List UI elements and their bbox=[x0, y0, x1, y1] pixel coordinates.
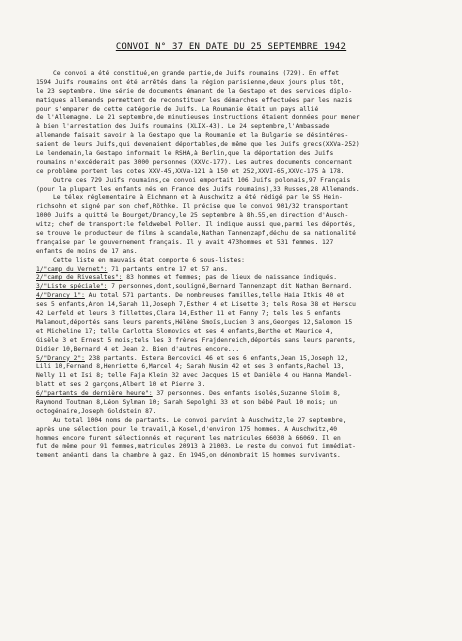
text-line-content: 7 personnes,dont,souligné,Bernard Tannenzapt dit Nathan Bernard. bbox=[107, 283, 353, 291]
text-line bbox=[36, 319, 436, 328]
text-line bbox=[36, 426, 436, 435]
text-line-content: le 23 septembre. Une série de documents émanant de la Gestapo et des services diplo- bbox=[36, 87, 353, 95]
text-line-content: richsohn et signé par son chef,Röthke. Il précise que le convoi 901/32 transportant bbox=[36, 203, 349, 211]
text-line bbox=[36, 381, 436, 390]
text-line bbox=[36, 159, 436, 168]
text-line-content: Ce convoi a été constitué,en grande partie,de Juifs roumains (729). En effet bbox=[53, 70, 339, 77]
text-line bbox=[36, 248, 436, 257]
text-line-content: roumains n'excéderait pas 3000 personnes (XXVc-177). Les autres documents concernant bbox=[36, 158, 353, 166]
text-line-content: 83 hommes et femmes; pas de lieux de naissance indiqués. bbox=[122, 274, 338, 282]
text-line bbox=[36, 355, 436, 364]
text-line-content: (pour la plupart les enfants nés en France des Juifs roumains),33 Russes,28 Allemands. bbox=[36, 185, 360, 193]
text-line bbox=[36, 417, 436, 426]
text-line bbox=[36, 390, 436, 399]
text-line bbox=[36, 283, 436, 292]
text-line-content: 1000 Juifs a quitté le Bourget/Drancy,le 25 septembre à 8h.55,en direction d'Ausch- bbox=[36, 212, 349, 220]
sublist-heading: 3/"Liste spéciale": bbox=[36, 283, 108, 291]
text-line bbox=[36, 88, 436, 97]
text-line bbox=[36, 70, 436, 79]
text-line bbox=[36, 221, 436, 230]
text-line-content: 37 personnes. Des enfants isolés,Suzanne Sloim 8, bbox=[152, 390, 341, 398]
text-line-content: 1594 Juifs roumains ont été arrêtés dans la région parisienne,deux jours plus tôt, bbox=[36, 78, 345, 86]
text-line bbox=[36, 274, 436, 283]
text-line-content: saient de leurs Juifs,qui devenaient déportables,de même que les Juifs grecs(XXVa-252) bbox=[36, 141, 360, 149]
text-line-content: blatt et ses 2 garçons,Albert 10 et Pierre 3. bbox=[36, 381, 206, 389]
text-line-content: de l'Allemagne. Le 21 septembre,de minutieuses instructions étaient données pour mener bbox=[36, 114, 360, 122]
text-line-content: se trouve le producteur de films à scandale,Nathan Tannenzapf,déchu de sa nationalité bbox=[36, 230, 356, 238]
text-line bbox=[36, 212, 436, 221]
text-line bbox=[36, 328, 436, 337]
text-line bbox=[36, 106, 436, 115]
text-line-content: Outre ces 729 Juifs roumains,ce convoi emportait 106 Juifs polonais,97 Français bbox=[53, 176, 351, 184]
text-line bbox=[36, 132, 436, 141]
sublist-heading: 4/"Drancy 1": bbox=[36, 292, 85, 300]
text-line bbox=[36, 346, 436, 355]
text-line-content: matiques allemands permettent de reconstituer les démarches effectuées par les nazis bbox=[36, 96, 353, 104]
text-line-content: Cette liste en mauvais état comporte 6 sous-listes: bbox=[53, 256, 245, 264]
text-line bbox=[36, 301, 436, 310]
text-line bbox=[36, 372, 436, 381]
text-line-content: witz; chef de transport:le feldwebel Poller. Il indique aussi que,parmi les déportés, bbox=[36, 221, 356, 229]
text-line-content: Lili 10,Fernand 8,Henriette 6,Marcel 4; Sarah Nusim 42 et ses 3 enfants,Rachel 13, bbox=[36, 363, 345, 371]
text-line-content: Malamout,déportés sans leurs parents,Hélène Smoïs,Lucien 3 ans,Georges 12,Salomon 15 bbox=[36, 318, 353, 326]
text-line-content: Didier 10,Bernard 4 et Jean 2. Bien d'autres encore... bbox=[36, 345, 240, 353]
text-line-content: 238 partants. Estera Bercovici 46 et ses 6 enfants,Jean 15,Joseph 12, bbox=[84, 354, 349, 362]
sublist-heading: 6/"partants de dernière heure": bbox=[36, 390, 153, 398]
sublist-heading: 5/"Drancy 2": bbox=[36, 354, 85, 362]
sublist-heading: 2/"camp de Rivesaltes": bbox=[36, 274, 123, 282]
text-line-content: ses 5 enfants,Aron 14,Sarah 11,Joseph 7,Esther 4 et Lisette 3; tels Rosa 38 et Herscu bbox=[36, 301, 356, 309]
text-line-content: à bien l'arrestation des Juifs roumains (XLIX-43). Le 24 septembre,l'Ambassade bbox=[36, 123, 330, 131]
text-line bbox=[36, 435, 436, 444]
text-line bbox=[36, 337, 436, 346]
text-line-content: tement anéanti dans la chambre à gaz. En 1945,on dénombrait 15 hommes survivants. bbox=[36, 452, 341, 460]
text-line bbox=[36, 257, 436, 266]
text-line-content: enfants de moins de 17 ans. bbox=[36, 247, 138, 255]
text-line-content: Nelly 11 et Isi 8; telle Faja Klein 32 avec Jacques 15 et Danièle 4 ou Hanna Mandel- bbox=[36, 372, 353, 380]
text-line bbox=[36, 239, 436, 248]
text-line bbox=[36, 194, 436, 203]
sublist-heading: 1/"camp du Vernet": bbox=[36, 265, 108, 273]
text-line bbox=[36, 97, 436, 106]
text-line bbox=[36, 266, 436, 275]
text-line-content: et Micheline 17; telle Carlotta Slomovics et ses 4 enfants,Berthe et Maurice 4, bbox=[36, 327, 334, 335]
text-line-content: après une sélection pour le travail,à Kosel,d'environ 175 hommes. A Auschwitz,40 bbox=[36, 425, 338, 433]
text-line bbox=[36, 292, 436, 301]
text-line bbox=[36, 123, 436, 132]
text-line-content: allemande faisait savoir à la Gestapo que la Roumanie et la Bulgarie se désintéres- bbox=[36, 132, 349, 140]
text-line bbox=[36, 141, 436, 150]
text-line-content: Raymond Toutman 8,Léon Sylman 10; Sarah Sepolghi 33 et son bébé Paul 10 mois; un bbox=[36, 398, 338, 406]
text-line-content: Le télex réglementaire à Eichmann et à Auschwitz a été rédigé par le SS Hein- bbox=[53, 194, 343, 202]
text-line bbox=[36, 310, 436, 319]
text-line bbox=[36, 79, 436, 88]
text-line-content: octogénaire,Joseph Goldstein 87. bbox=[36, 407, 157, 415]
text-line-content: pour s'emparer de cette catégorie de Juifs. La Roumanie était un pays allié bbox=[36, 105, 319, 113]
text-line bbox=[36, 203, 436, 212]
body-text bbox=[36, 70, 436, 461]
text-line-content: 42 Lerfeld et leurs 3 fillettes,Clara 14,Esther 11 et Fanny 7; tels les 5 enfants bbox=[36, 310, 341, 318]
text-line-content: Gisèle 3 et Ernest 5 mois;tels les 3 frères Frajdenreich,déportés sans leurs parents, bbox=[36, 336, 356, 344]
text-line bbox=[36, 114, 436, 123]
text-line-content: Au total 571 partants. De nombreuses familles,telle Haia Itkis 40 et bbox=[84, 292, 345, 300]
text-line-content: fut de même pour 91 femmes,matricules 20913 à 21003. Le reste du convoi fut immédiat- bbox=[36, 443, 356, 451]
text-line bbox=[36, 150, 436, 159]
text-line-content: française par le gouvernement français. Il y avait 473hommes et 531 femmes. 127 bbox=[36, 238, 334, 246]
text-line bbox=[36, 168, 436, 177]
text-line bbox=[36, 408, 436, 417]
text-line-content: Au total 1004 noms de partants. Le convoi parvint à Auschwitz,le 27 septembre, bbox=[53, 416, 347, 424]
text-line bbox=[36, 399, 436, 408]
text-line-content: ce problème portent les cotes XXV-45,XXVa-121 à 150 et 252,XXVI-65,XXVc-175 à 178. bbox=[36, 167, 345, 175]
text-line-content: Le lendemain,la Gestapo informait le RSHA,à Berlin,que la déportation des Juifs bbox=[36, 150, 334, 158]
text-line bbox=[36, 452, 436, 461]
text-line bbox=[36, 443, 436, 452]
text-line-content: 71 partants entre 17 et 57 ans. bbox=[107, 265, 228, 273]
text-line bbox=[36, 177, 436, 186]
text-line bbox=[36, 363, 436, 372]
text-line bbox=[36, 230, 436, 239]
text-line-content: hommes encore furent sélectionnés et reçurent les matricules 66030 à 66069. Il en bbox=[36, 434, 341, 442]
page-title: CONVOI N° 37 EN DATE DU 25 SEPTEMBRE 1942 bbox=[115, 42, 347, 52]
text-line bbox=[36, 186, 436, 195]
